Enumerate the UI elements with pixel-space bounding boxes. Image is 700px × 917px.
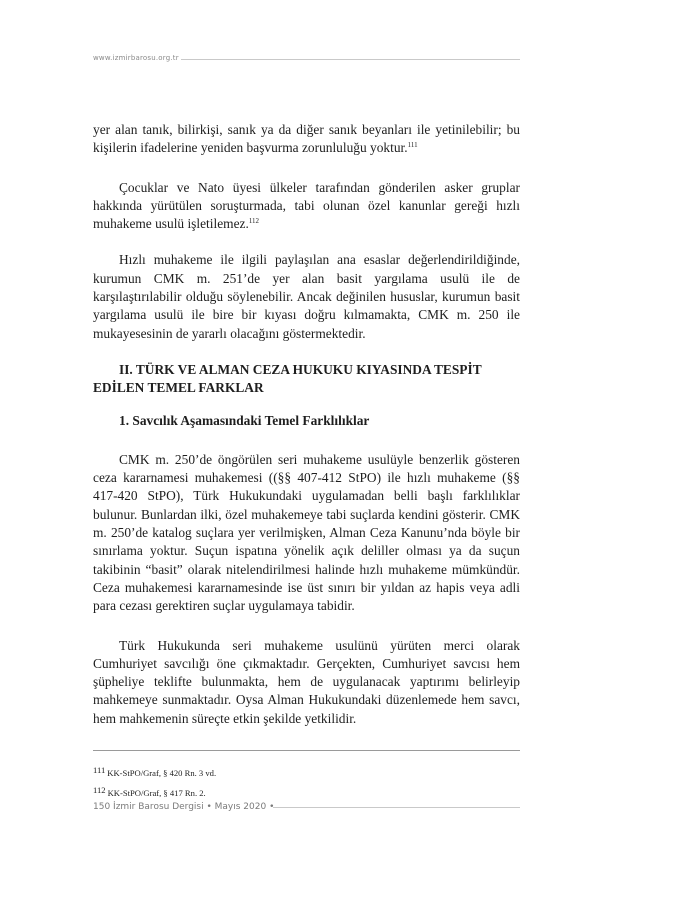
footnote-text: KK-StPO/Graf, § 417 Rn. 2. xyxy=(107,788,206,798)
section-heading: II. TÜRK VE ALMAN CEZA HUKUKU KIYASINDA TESPİT EDİLEN TEMEL FARKLAR xyxy=(93,361,482,396)
footnote-111 xyxy=(93,762,520,782)
footnote-112 xyxy=(93,782,520,802)
paragraph-2 xyxy=(93,179,520,234)
paragraph-4: CMK m. 250’de öngörülen seri muhakeme usulüyle benzerlik gösteren ceza kararnamesi muhakemesi ((§§ 407-412 StPO) ile hızlı muhakeme (§§ 417-420 StPO), Türk Hukukundaki uygulamadan belli başlı farklılıklar bulunur. Bunlardan ilki, özel muhakemeye tabi suçlarda kendini gösterir. CMK m. 250’de katalog suçlara yer verilmişken, Alman Ceza Kanunu’nda böyle bir sınırlama yoktur. Suçun ispatına yönelik açık deliller olması ya da suçun takibinin “basit” olarak nitelendirilmesi halinde hızlı muhakeme mümkündür. Ceza muhakemesi kararnamesinde ise üst sınırı bir yıldan az hapis veya adli para cezası gerektiren suçlar uygulamaya tabidir. xyxy=(93,451,520,614)
footer-rule xyxy=(273,807,520,808)
paragraph-2-text: Çocuklar ve Nato üyesi ülkeler tarafından gönderilen asker gruplar hakkında yürütülen soruşturmada, tabi olunan özel kanunlar gereği hızlı muhakeme usulü işletilemez. xyxy=(93,179,520,232)
page-footer: 150 İzmir Barosu Dergisi • Mayıs 2020 • xyxy=(93,802,275,812)
header-rule xyxy=(181,59,520,60)
paragraph-3: Hızlı muhakeme ile ilgili paylaşılan ana esaslar değerlendirildiğinde, kurumun CMK m. 251’de yer alan basit yargılama usulü ile de karşılaştırılabilir olduğu söylenebilir. Ancak değinilen hususlar, kurumun basit yargılama usulü ile bire bir kıyası doğru kılmamakta, CMK m. 250 ile mukayesesinin de yararlı olacağını göstermektedir. xyxy=(93,252,520,341)
subsection-heading: 1. Savcılık Aşamasındaki Temel Farklılıklar xyxy=(119,412,370,428)
footnote-number: 111 xyxy=(93,765,106,775)
footnote-ref-111[interactable]: 111 xyxy=(407,141,418,150)
footnote-text: KK-StPO/Graf, § 420 Rn. 3 vd. xyxy=(107,768,217,778)
footnote-number: 112 xyxy=(93,785,106,795)
paragraph-1 xyxy=(93,121,520,158)
header-url: www.izmirbarosu.org.tr xyxy=(93,54,179,62)
page-body xyxy=(93,121,520,728)
paragraph-5: Türk Hukukunda seri muhakeme usulünü yürüten merci olarak Cumhuriyet savcılığı öne çıkmaktadır. Gerçekten, Cumhuriyet savcısı hem şüpheliye teklifte bulunmakta, hem de uygulanacak yaptırımı belirleyip mahkemeye sunmaktadır. Oysa Alman Hukukundaki düzenlemede hem savcı, hem mahkemenin süreçte etkin şekilde yetkilidir. xyxy=(93,637,520,726)
footnotes xyxy=(93,762,520,802)
footnote-separator xyxy=(93,750,520,751)
paragraph-1-text: yer alan tanık, bilirkişi, sanık ya da diğer sanık beyanları ile yetinilebilir; bu kişilerin ifadelerine yeniden başvurma zorunluluğu yoktur. xyxy=(93,122,520,156)
footnote-ref-112[interactable]: 112 xyxy=(248,217,260,226)
